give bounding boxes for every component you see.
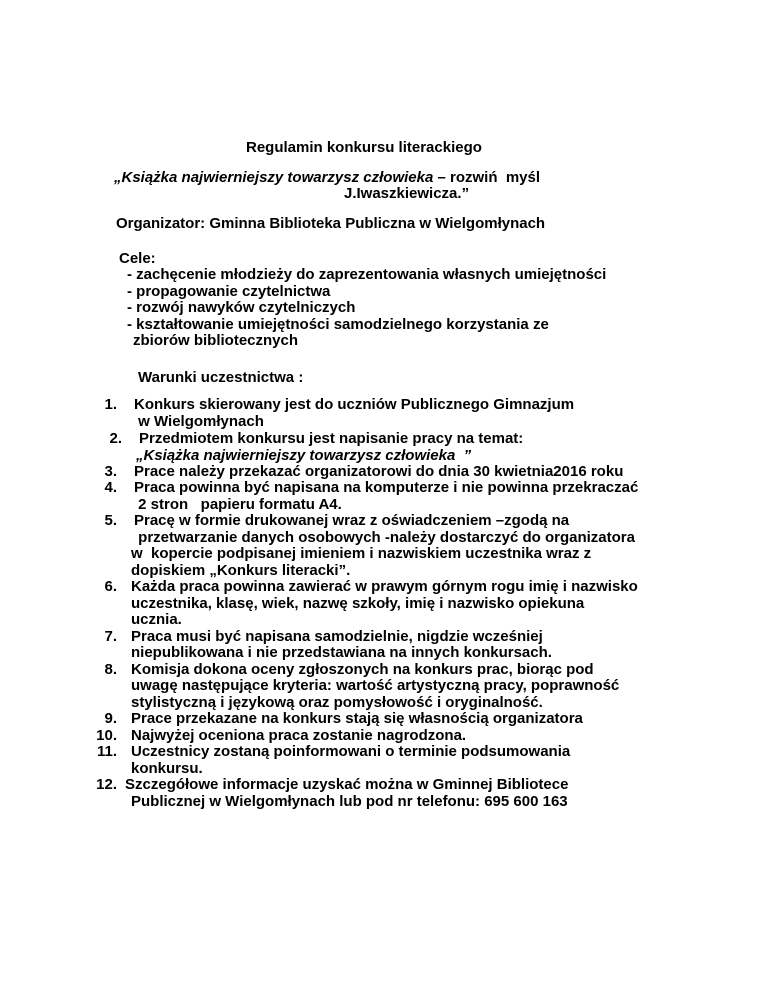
condition-line: w Wielgomłynach bbox=[134, 413, 264, 430]
condition-line: Publicznej w Wielgomłynach lub pod nr telefonu: 695 600 163 bbox=[131, 793, 568, 810]
item-number: 12. bbox=[96, 776, 117, 793]
item-number: 7. bbox=[104, 628, 117, 645]
goals-heading: Cele: bbox=[119, 250, 156, 267]
condition-line: dopiskiem „Konkurs literacki”. bbox=[131, 562, 351, 579]
item-number: 4. bbox=[104, 479, 117, 496]
condition-line: Najwyżej oceniona praca zostanie nagrodzona. bbox=[131, 727, 467, 744]
conditions-heading: Warunki uczestnictwa : bbox=[138, 369, 304, 386]
item-number: 9. bbox=[104, 710, 117, 727]
condition-line: Praca powinna być napisana na komputerze i nie powinna przekraczać bbox=[134, 479, 639, 496]
condition-line: Przedmiotem konkursu jest napisanie pracy na temat: bbox=[139, 430, 524, 447]
subtitle-line-1 bbox=[114, 169, 540, 187]
condition-line: Praca musi być napisana samodzielnie, nigdzie wcześniej bbox=[131, 628, 543, 645]
condition-line: uwagę następujące kryteria: wartość artystyczną pracy, poprawność bbox=[131, 677, 620, 694]
subtitle-line-2: J.Iwaszkiewicza.” bbox=[344, 185, 470, 202]
condition-line: Konkurs skierowany jest do uczniów Publicznego Gimnazjum bbox=[134, 396, 575, 413]
condition-line: przetwarzanie danych osobowych -należy dostarczyć do organizatora bbox=[134, 529, 635, 546]
condition-topic-italic: „Książka najwierniejszy towarzysz człowieka ” bbox=[136, 447, 472, 464]
condition-line: Uczestnicy zostaną poinformowani o terminie podsumowania bbox=[131, 743, 571, 760]
item-number: 3. bbox=[104, 463, 117, 480]
item-number: 10. bbox=[96, 727, 117, 744]
item-number: 11. bbox=[96, 743, 117, 760]
condition-line: uczestnika, klasę, wiek, nazwę szkoły, imię i nazwisko opiekuna bbox=[131, 595, 585, 612]
condition-line: ucznia. bbox=[131, 611, 182, 628]
condition-line: w kopercie podpisanej imieniem i nazwiskiem uczestnika wraz z bbox=[131, 545, 592, 562]
subtitle-rest: – rozwiń myśl bbox=[433, 169, 541, 186]
goal-item: zbiorów bibliotecznych bbox=[133, 332, 299, 349]
item-number: 6. bbox=[104, 578, 117, 595]
goal-item: - zachęcenie młodzieży do zaprezentowania własnych umiejętności bbox=[127, 266, 607, 283]
subtitle-italic: „Książka najwierniejszy towarzysz człowieka bbox=[114, 169, 434, 186]
condition-line: Pracę w formie drukowanej wraz z oświadczeniem –zgodą na bbox=[134, 512, 570, 529]
goal-item: - rozwój nawyków czytelniczych bbox=[127, 299, 356, 316]
condition-line: niepublikowana i nie przedstawiana na innych konkursach. bbox=[131, 644, 552, 661]
condition-line: Prace należy przekazać organizatorowi do dnia 30 kwietnia2016 roku bbox=[134, 463, 624, 480]
condition-line: Prace przekazane na konkurs stają się własnością organizatora bbox=[131, 710, 583, 727]
condition-line: Komisja dokona oceny zgłoszonych na konkurs prac, biorąc pod bbox=[131, 661, 594, 678]
condition-line: 2 stron papieru formatu A4. bbox=[134, 496, 342, 513]
goal-item: - kształtowanie umiejętności samodzielnego korzystania ze bbox=[127, 316, 549, 333]
item-number: 5. bbox=[104, 512, 117, 529]
condition-line: Każda praca powinna zawierać w prawym górnym rogu imię i nazwisko bbox=[131, 578, 638, 595]
condition-line: Szczegółowe informacje uzyskać można w Gminnej Bibliotece bbox=[125, 776, 569, 793]
condition-line: stylistyczną i językową oraz pomysłowość i oryginalność. bbox=[131, 694, 543, 711]
item-number: 8. bbox=[104, 661, 117, 678]
organizer: Organizator: Gminna Biblioteka Publiczna w Wielgomłynach bbox=[116, 215, 546, 232]
condition-line: konkursu. bbox=[131, 760, 203, 777]
document-title: Regulamin konkursu literackiego bbox=[246, 139, 482, 156]
goal-item: - propagowanie czytelnictwa bbox=[127, 283, 331, 300]
item-number: 2. bbox=[109, 430, 122, 447]
item-number: 1. bbox=[104, 396, 117, 413]
